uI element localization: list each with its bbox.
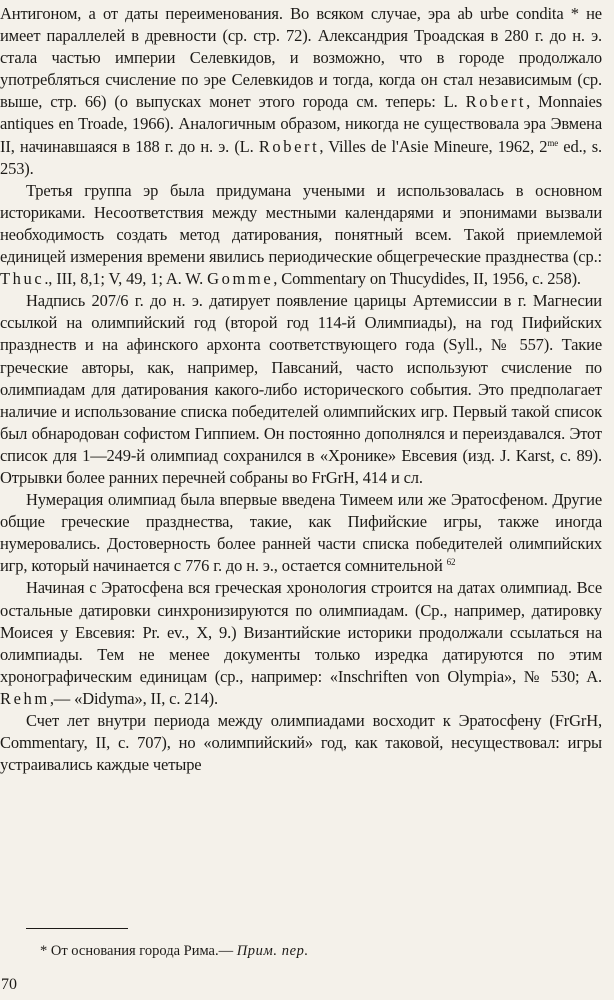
author-name: Thuc [0,269,45,289]
footnote-text: От основания города Рима.— [50,943,234,959]
footnote-marker: * [40,943,48,959]
paragraph-numbering [0,489,602,577]
paragraph-eras-continued [0,3,602,180]
footnote [40,942,309,960]
superscript: me [547,137,559,148]
paragraph-inscription [0,290,602,489]
author-name: Robert [258,136,320,156]
paragraph-third-group [0,180,602,290]
author-name: Robert [465,92,527,112]
text-run: ed., s. 253). [0,136,602,178]
page-number: 70 [1,976,17,993]
text-run: Нумерация олимпиад была впервые введена Тимеем или же Эратосфеном. Другие общие греческие празднества, такие, как Пифийские игры, также иногда нумеровались. Достоверность более ранней части списка победителей олимпийских игр, который начинается с 776 г. до н. э., остается сомнительной [0,490,602,576]
text-run: Антигоном, а от даты переименования. Во всяком случае, эра ab urbe condita * не имеет параллелей в древности (ср. стр. 72). Александрия Троадская в 280 г. до н. э. стала частью империи Селевкидов, и возможно, что в городе продолжало употребляться счисление по эре Селевкидов и тогда, когда он стал независимым (ср. выше, стр. 66) (о выпусках монет этого города см. теперь: L. [0,4,602,112]
text-run: , Commentary on Thucydides, II, 1956, с. 258). [273,269,581,289]
footnote-divider [26,928,128,929]
page-body [0,3,602,776]
text-run: Счет лет внутри периода между олимпиадами восходит к Эратосфену (FrGrH, Commentary, II, с. 707), но «олимпийский» год, как таковой, несуществовал: игры устраивались каждые четыре [0,711,602,775]
paragraph-eratosthenes [0,577,602,710]
text-run: Начиная с Эратосфена вся греческая хронология строится на датах олимпиад. Все остальные датировки синхронизируются по олимпиадам. (Ср., например, датировку Моисея у Евсевия: Pr. ev., X, 9.) Византийские историки продолжали ссылаться на олимпиады. Тем не менее документы только изредка датируются по этим хронографическим единицам (ср., например: «Inschriften von Olympia», № 530; A. [0,578,602,686]
paragraph-year-count [0,710,602,776]
text-run: , Monnaies antiques en Troade, 1966). Аналогичным образом, никогда не существовала эра Эвмена II, начинавшаяся в 188 г. до н. э. (L. [0,92,602,156]
text-run: , Villes de l'Asie Mineure, 1962, 2 [319,136,548,156]
endnote-reference: 62 [446,557,456,568]
author-name: Rehm [0,688,50,708]
text-run: ,— «Didyma», II, с. 214). [49,688,218,708]
author-name: Gomme [207,269,274,289]
text-run: Третья группа эр была придумана учеными и использовалась в основном историками. Несоответствия между местными календарями и эпонимами вызвали необходимость создать метод датирования, понятный всем. Такой приемлемой единицей измерения времени явились периодические общегреческие празднества (ср.: [0,180,602,267]
text-run: ., III, 8,1; V, 49, 1; A. W. [44,269,208,289]
text-run: Надпись 207/6 г. до н. э. датирует появление царицы Артемиссии в г. Магнесии ссылкой на олимпийский год (второй год 114-й Олимпиады), на год Пифийских празднеств и на афинского архонта соответствующего года (Syll., № 557). Такие греческие авторы, как, например, Павсаний, часто используют счисление по олимпиадам для датирования какого-либо исторического события. Это предполагает наличие и использование списка победителей олимпийских игр. Первый такой список был обнародован софистом Гиппием. Он постоянно дополнялся и переиздавался. Этот список для 1—249-й олимпиад сохранился в «Хронике» Евсевия (изд. J. Karst, с. 89). Отрывки более ранних перечней собраны во FrGrH, 414 и сл. [0,291,602,487]
footnote-note: Прим. пер. [236,943,309,959]
